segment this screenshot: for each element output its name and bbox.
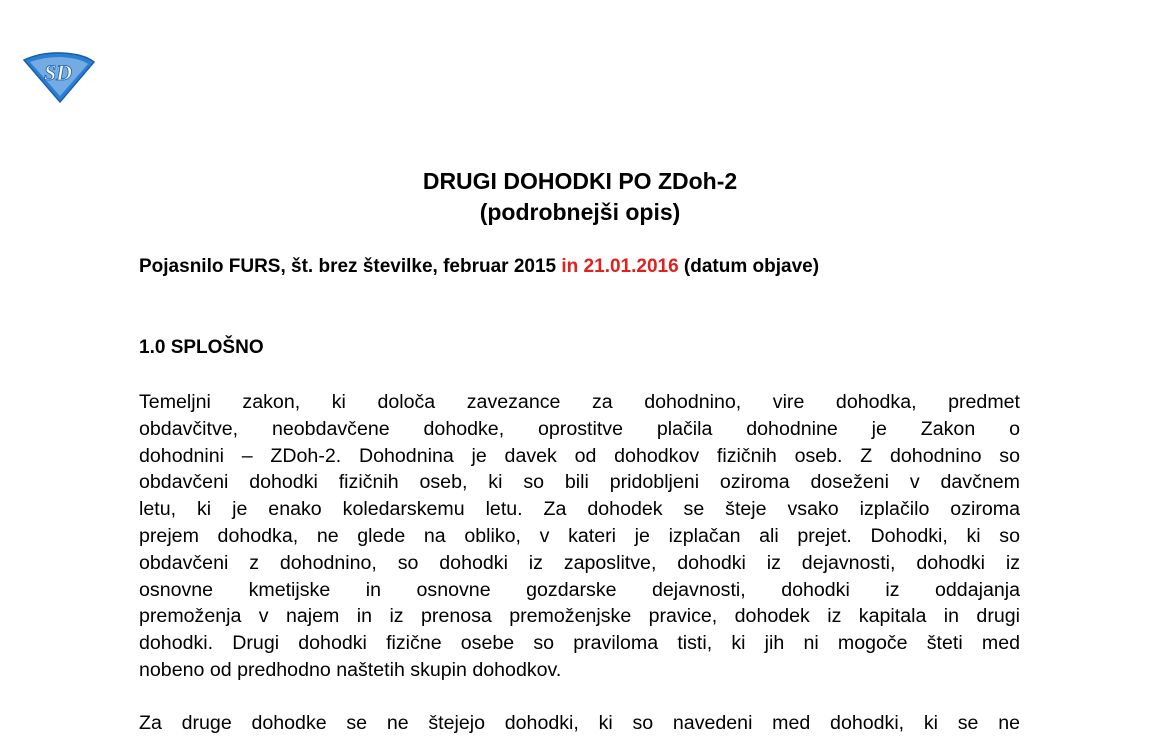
paragraph-line: letu, ki je enako koledarskemu letu. Za dohodek se šteje vsako izplačilo oziroma [139, 498, 1020, 521]
paragraph-2 [139, 710, 1020, 737]
paragraph-line: prejem dohodka, ne glede na obliko, v kateri je izplačan ali prejet. Dohodki, ki so [139, 524, 1020, 547]
source-prefix: Pojasnilo FURS, št. brez številke, februar 2015 [139, 256, 562, 277]
paragraph-line: obdavčeni dohodki fizičnih oseb, ki so bili pridobljeni oziroma doseženi v davčnem [139, 471, 1020, 494]
title-line-2: (podrobnejši opis) [479, 199, 681, 225]
source-suffix: (datum objave) [678, 256, 820, 277]
paragraph-line: Za druge dohodke se ne štejejo dohodki, ki so navedeni med dohodki, ki se ne [139, 712, 1020, 734]
paragraph-1 [139, 389, 1020, 684]
logo-text: SD [43, 60, 73, 85]
paragraph-line: obdavčeni z dohodnino, so dohodki iz zaposlitve, dohodki iz dejavnosti, dohodki iz [139, 551, 1020, 574]
paragraph-line: nobeno od predhodno naštetih skupin dohodkov. [139, 658, 562, 681]
paragraph-line: premoženja v najem in iz prenosa premoženjske pravice, dohodek iz kapitala in drugi [139, 605, 1020, 628]
paragraph-line: obdavčitve, neobdavčene dohodke, oprostitve plačila dohodnine je Zakon o [139, 417, 1020, 440]
paragraph-line: Temeljni zakon, ki določa zavezance za dohodnino, vire dohodka, predmet [139, 391, 1020, 413]
paragraph-line: dohodnini – ZDoh-2. Dohodnina je davek od dohodkov fizičnih oseb. Z dohodnino so [139, 444, 1020, 467]
sd-logo-icon [22, 50, 96, 104]
title-line-1: DRUGI DOHODKI PO ZDoh-2 [422, 168, 738, 194]
section-heading: 1.0 SPLOŠNO [139, 337, 264, 358]
source-highlight: in 21.01.2016 [561, 256, 679, 277]
document-title [0, 166, 1157, 228]
paragraph-line: dohodki. Drugi dohodki fizične osebe so praviloma tisti, ki jih ni mogoče šteti med [139, 632, 1020, 655]
source-reference [139, 255, 819, 279]
paragraph-line: osnovne kmetijske in osnovne gozdarske dejavnosti, dohodki iz oddajanja [139, 578, 1020, 601]
